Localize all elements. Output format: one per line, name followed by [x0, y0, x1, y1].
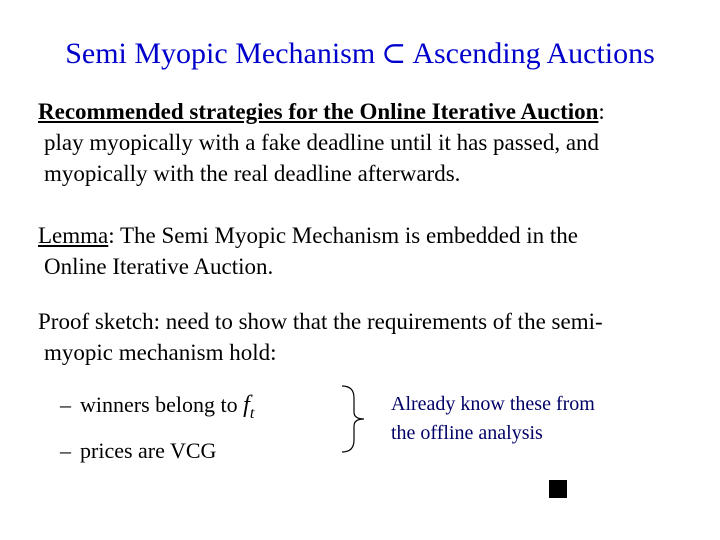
lemma-paragraph — [38, 220, 708, 282]
math-subscript: t — [249, 404, 255, 422]
note-line-1: Already know these from — [391, 393, 595, 415]
lemma-line-2: Online Iterative Auction. — [44, 254, 274, 279]
proof-line-1: Proof sketch: need to show that the requirements of the semi- — [38, 309, 603, 334]
dash-marker: – — [60, 392, 71, 417]
title-left: Semi Myopic Mechanism — [65, 37, 376, 70]
lemma-rest: : The Semi Myopic Mechanism is embedded in the — [108, 223, 578, 248]
recommended-line-2: myopically with the real deadline afterwards. — [44, 161, 461, 186]
recommended-strategies-paragraph — [38, 96, 708, 189]
list-item — [60, 386, 254, 432]
title-right: Ascending Auctions — [412, 37, 655, 70]
requirements-list — [60, 386, 254, 469]
proof-sketch-paragraph — [38, 306, 708, 368]
bullet-text: prices are VCG — [80, 437, 217, 463]
recommended-line-1: play myopically with a fake deadline until it has passed, and — [44, 130, 600, 155]
recommended-heading-line — [38, 96, 708, 127]
lemma-line-1 — [38, 220, 708, 251]
note-line-2: the offline analysis — [391, 422, 543, 444]
slide-title — [0, 34, 720, 74]
recommended-heading: Recommended strategies for the Online Iterative Auction — [38, 99, 599, 124]
bullet-text: winners belong to — [80, 392, 244, 417]
math-f-t — [243, 392, 255, 422]
offline-analysis-note — [391, 390, 595, 448]
qed-square-icon — [549, 480, 567, 498]
math-base: f — [243, 392, 250, 418]
lemma-label: Lemma — [38, 223, 109, 248]
right-curly-brace-icon — [340, 384, 370, 454]
subset-symbol: ⊂ — [381, 37, 407, 70]
recommended-colon: : — [598, 99, 605, 124]
proof-line-2: myopic mechanism hold: — [44, 340, 277, 365]
list-item — [60, 432, 254, 469]
dash-marker: – — [60, 437, 71, 463]
